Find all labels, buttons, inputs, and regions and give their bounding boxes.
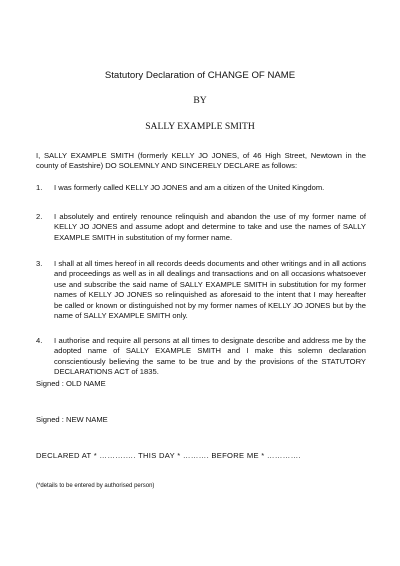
declared-at-line: DECLARED AT * ……….…. THIS DAY * ………. BEFORE ME * …………. <box>36 451 301 460</box>
signature-old-name: Signed : OLD NAME <box>36 379 106 388</box>
item-number: 1. <box>36 183 43 192</box>
item-text: I shall at all times hereof in all records deeds documents and other writings and in all actions and proceedings as well as in all dealings and transactions and on all occasions whatsoever use and subscribe the said name of SALLY EXAMPLE SMITH in substitution for my former names of KELLY JO JONES so relinquished as aforesaid to the intent that I may hereafter be called or known or distinguished not by my former names of KELLY JO JONES but by the name of SALLY EXAMPLE SMITH only. <box>54 259 366 321</box>
document-title: Statutory Declaration of CHANGE OF NAME <box>104 70 296 81</box>
intro-paragraph: I, SALLY EXAMPLE SMITH (formerly KELLY JO JONES, of 46 High Street, Newtown in the county of Eastshire) DO SOLEMNLY AND SINCERELY DECLARE as follows: <box>36 151 366 171</box>
item-number: 4. <box>36 336 43 345</box>
signature-new-name: Signed : NEW NAME <box>36 415 108 424</box>
item-number: 3. <box>36 259 43 268</box>
by-label: BY <box>193 95 207 106</box>
item-number: 2. <box>36 212 43 221</box>
authorised-person-note: (*details to be entered by authorised person) <box>36 483 155 489</box>
item-text: I was formerly called KELLY JO JONES and am a citizen of the United Kingdom. <box>54 183 325 192</box>
declarant-name: SALLY EXAMPLE SMITH <box>145 121 255 132</box>
item-text: I authorise and require all persons at all times to designate describe and address me by the adopted name of SALLY EXAMPLE SMITH and I make this solemn declaration conscientiously believing the same to be true and by the provisions of the STATUTORY DECLARATIONS ACT of 1835. <box>54 336 366 377</box>
item-text: I absolutely and entirely renounce relinquish and abandon the use of my former name of KELLY JO JONES and assume adopt and determine to take and use the names of SALLY EXAMPLE SMITH in substitution of my former name. <box>54 212 366 242</box>
